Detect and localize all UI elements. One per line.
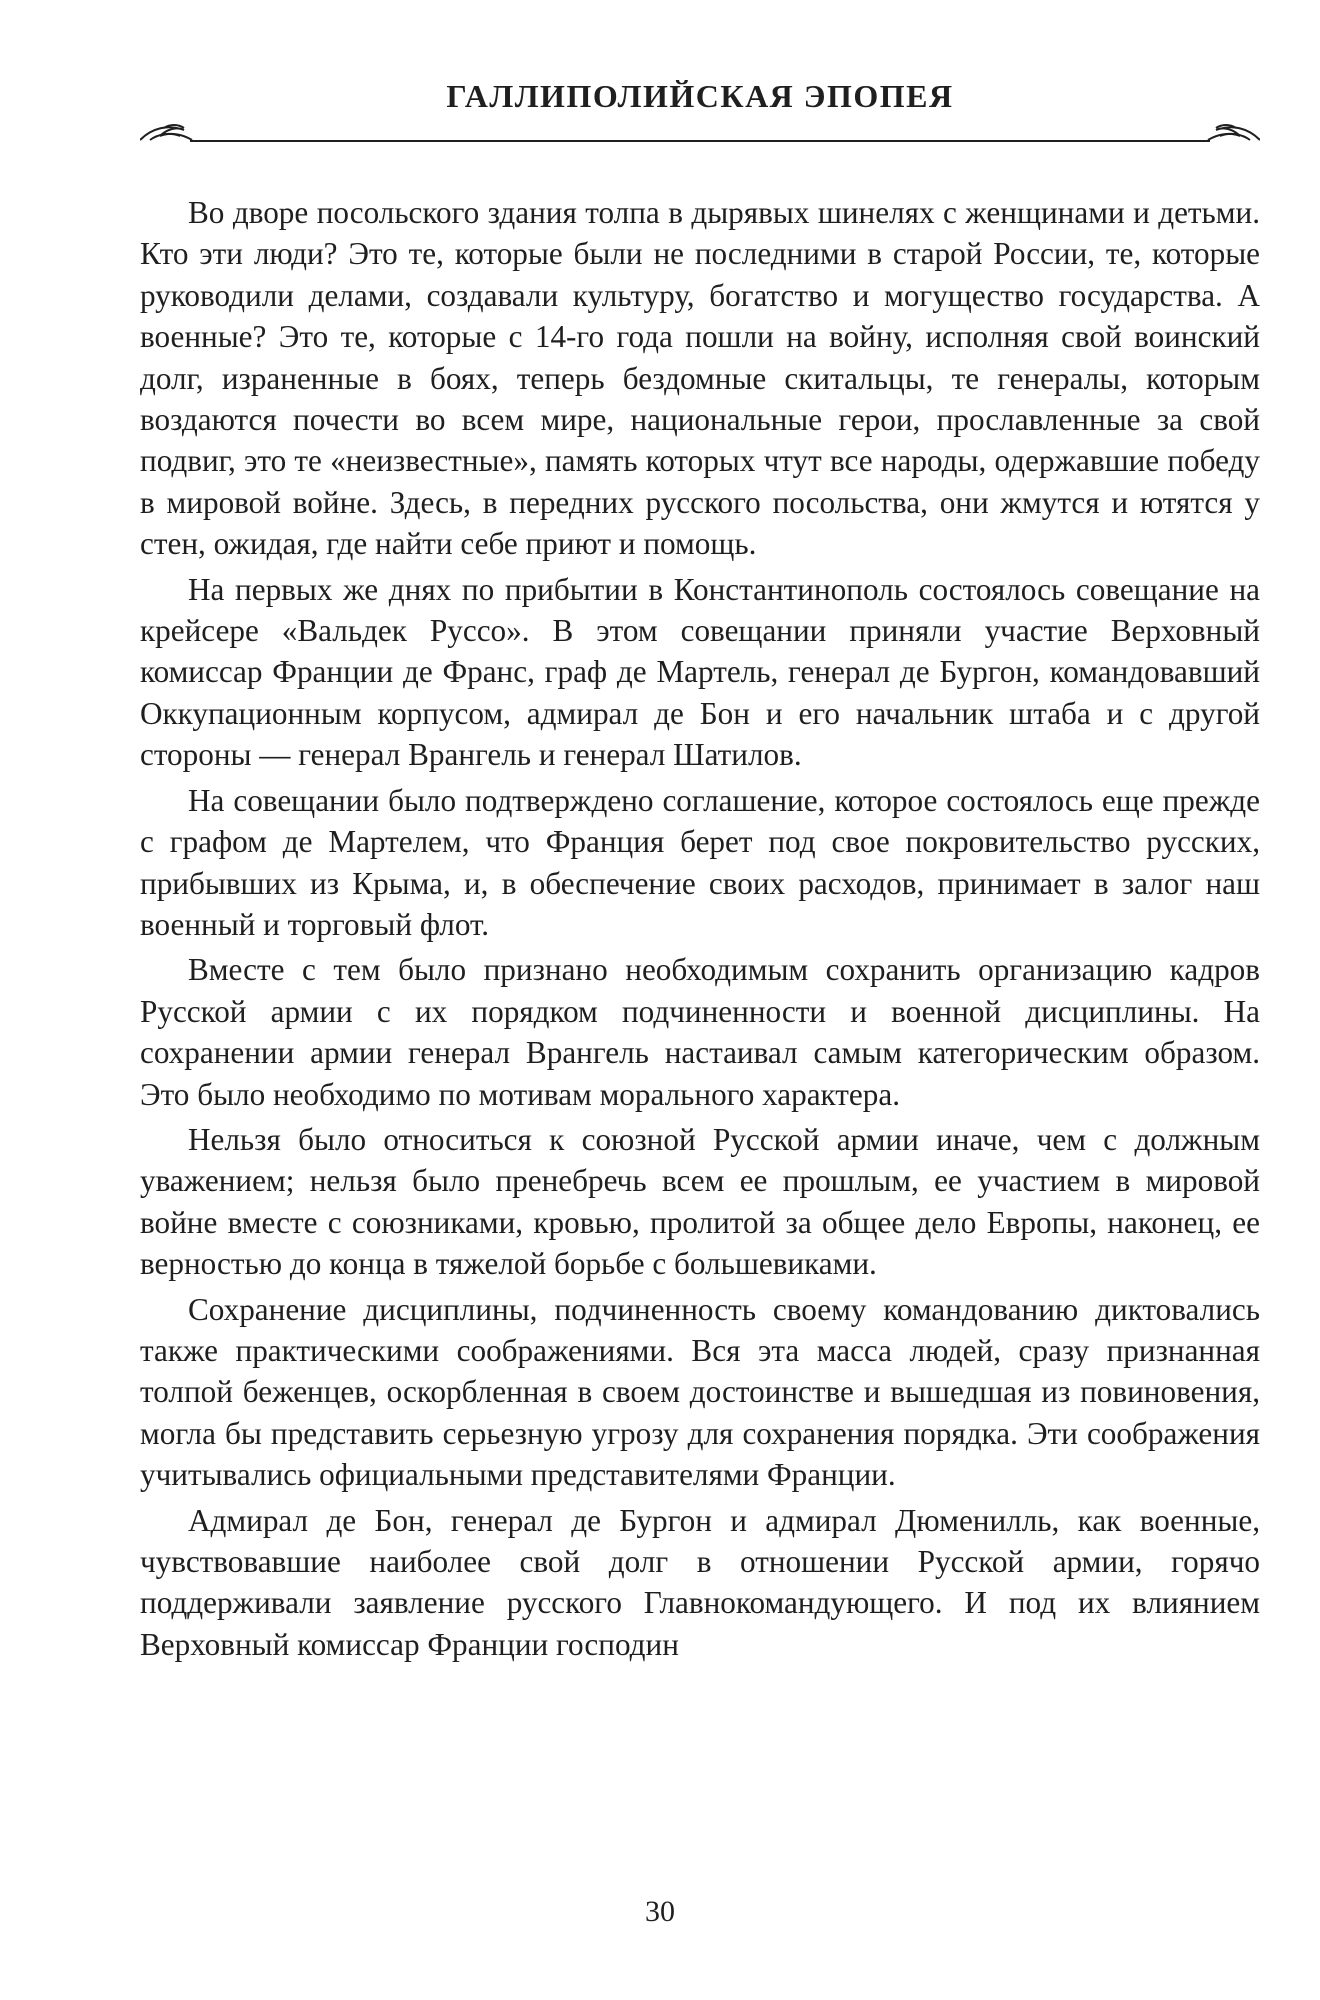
header-ornament-rule <box>140 122 1260 144</box>
paragraph: Вместе с тем было признано необходимым сохранить организацию кадров Русской армии с их порядком подчиненности и военной дисциплины. На сохранении армии генерал Врангель настаивал самым категорическим образом. Это было необходимо по мотивам морального характера. <box>140 952 1260 1112</box>
paragraph: Сохранение дисциплины, подчиненность своему командованию диктовались также практическими соображениями. Вся эта масса людей, сразу признанная толпой беженцев, оскорбленная в своем достоинстве и вышедшая из повиновения, могла бы представить серьезную угрозу для сохранения порядка. Эти соображения учитывались официальными представителями Франции. <box>140 1291 1260 1493</box>
paragraph: Нельзя было относиться к союзной Русской армии иначе, чем с должным уважением; нельзя было пренебречь всем ее прошлым, ее участием в мировой войне вместе с союзниками, кровью, пролитой за общее дело Европы, наконец, ее верностью до конца в тяжелой борьбе с большевиками. <box>140 1121 1260 1282</box>
body-text <box>140 192 1260 1669</box>
left-flourish-icon <box>140 125 192 140</box>
paragraph: Адмирал де Бон, генерал де Бургон и адмирал Дюменилль, как военные, чувствовавшие наиболее свой долг в отношении Русской армии, горячо поддерживали заявление русского Главнокомандующего. И под их влиянием Верховный комиссар Франции господин <box>140 1502 1260 1662</box>
running-header-title: ГАЛЛИПОЛИЙСКАЯ ЭПОПЕЯ <box>446 78 954 114</box>
paragraph: На совещании было подтверждено соглашение, которое состоялось еще прежде с графом де Мартелем, что Франция берет под свое покровительство русских, прибывших из Крыма, и, в обеспечение своих расходов, принимает в залог наш военный и торговый флот. <box>140 782 1260 942</box>
running-header <box>140 78 1260 138</box>
paragraph: Во дворе посольского здания толпа в дырявых шинелях с женщинами и детьми. Кто эти люди? Это те, которые были не последними в старой России, те, которые руководили делами, создавали культуру, богатство и могущество государства. А военные? Это те, которые с 14-го года пошли на войну, исполняя свой воинский долг, израненные в боях, теперь бездомные скитальцы, те генералы, которым воздаются почести во всем мире, национальные герои, прославленные за свой подвиг, это те «неизвестные», память которых чтут все народы, одержавшие победу в мировой войне. Здесь, в передних русского посольства, они жмутся и ютятся у стен, ожидая, где найти себе приют и помощь. <box>140 195 1260 562</box>
paragraph: На первых же днях по прибытии в Константинополь состоялось совещание на крейсере «Вальдек Руссо». В этом совещании приняли участие Верховный комиссар Франции де Франс, граф де Мартель, генерал де Бургон, командовавший Оккупационным корпусом, адмирал де Бон и его начальник штаба и с другой стороны — генерал Врангель и генерал Шатилов. <box>140 571 1260 773</box>
right-flourish-icon <box>1208 125 1260 140</box>
page-number: 30 <box>645 1895 675 1928</box>
